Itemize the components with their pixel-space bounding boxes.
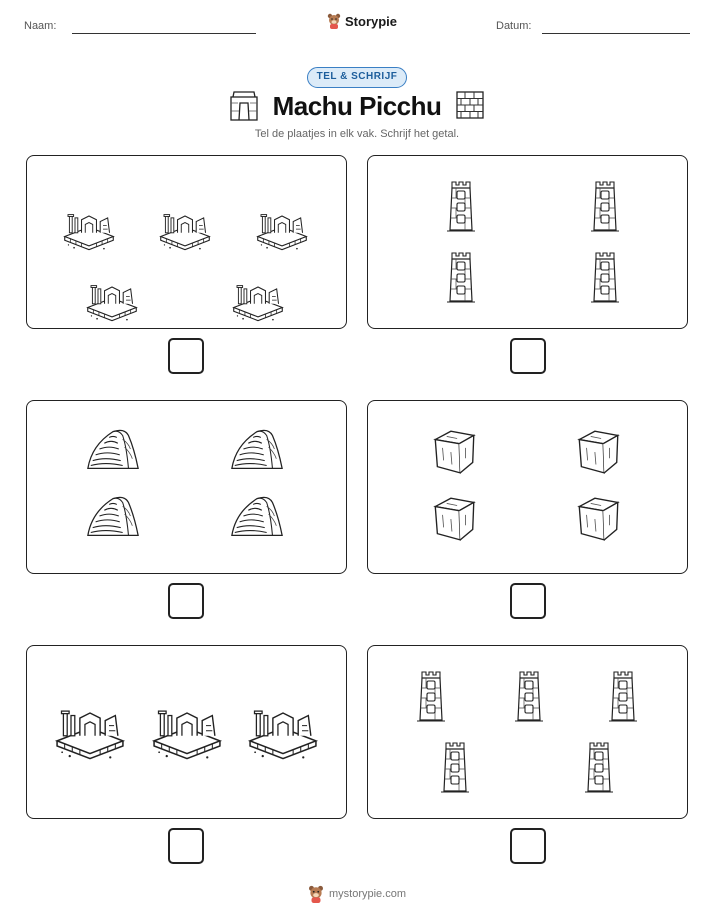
terraced-hill-icon bbox=[84, 492, 142, 542]
name-line[interactable] bbox=[72, 33, 256, 34]
counting-panel-2 bbox=[367, 155, 688, 329]
activity-badge: TEL & SCHRIJF bbox=[307, 67, 407, 88]
date-line[interactable] bbox=[542, 33, 690, 34]
answer-box-1[interactable] bbox=[168, 338, 204, 374]
name-label: Naam: bbox=[24, 20, 57, 32]
stone-tower-icon bbox=[441, 180, 481, 234]
bear-mascot-icon bbox=[327, 13, 341, 29]
page-title: Machu Picchu bbox=[272, 91, 442, 121]
instruction-text: Tel de plaatjes in elk vak. Schrijf het getal. bbox=[254, 128, 460, 140]
ruins-plaza-icon bbox=[157, 205, 213, 255]
stone-tower-icon bbox=[435, 741, 475, 795]
answer-box-4[interactable] bbox=[510, 583, 546, 619]
stone-block-icon bbox=[428, 425, 480, 477]
brand-name: Storypie bbox=[345, 13, 398, 29]
stone-tower-icon bbox=[585, 180, 625, 234]
stone-tower-icon bbox=[579, 741, 619, 795]
stone-block-icon bbox=[428, 492, 480, 544]
ruins-plaza-icon bbox=[245, 700, 321, 764]
stone-tower-icon bbox=[585, 251, 625, 305]
ruins-plaza-icon bbox=[84, 276, 140, 326]
ruins-plaza-icon bbox=[149, 700, 225, 764]
stone-block-icon bbox=[572, 492, 624, 544]
terraced-hill-icon bbox=[228, 425, 286, 475]
bear-mascot-icon bbox=[308, 885, 324, 903]
answer-box-2[interactable] bbox=[510, 338, 546, 374]
counting-panel-3 bbox=[26, 400, 347, 574]
footer-url: mystorypie.com bbox=[329, 888, 407, 900]
terraced-hill-icon bbox=[228, 492, 286, 542]
footer bbox=[308, 885, 406, 903]
ruins-plaza-icon bbox=[254, 205, 310, 255]
stone-tower-icon bbox=[509, 670, 549, 724]
stone-block-icon bbox=[572, 425, 624, 477]
ruins-plaza-icon bbox=[230, 276, 286, 326]
terraced-hill-icon bbox=[84, 425, 142, 475]
stone-wall-icon bbox=[456, 91, 484, 119]
answer-box-5[interactable] bbox=[168, 828, 204, 864]
answer-box-3[interactable] bbox=[168, 583, 204, 619]
answer-box-6[interactable] bbox=[510, 828, 546, 864]
brand-logo bbox=[327, 13, 397, 29]
stone-tower-icon bbox=[603, 670, 643, 724]
stone-tower-icon bbox=[441, 251, 481, 305]
counting-panel-4 bbox=[367, 400, 688, 574]
ruins-plaza-icon bbox=[61, 205, 117, 255]
ruins-plaza-icon bbox=[52, 700, 128, 764]
date-label: Datum: bbox=[496, 20, 532, 32]
stone-tower-icon bbox=[411, 670, 451, 724]
